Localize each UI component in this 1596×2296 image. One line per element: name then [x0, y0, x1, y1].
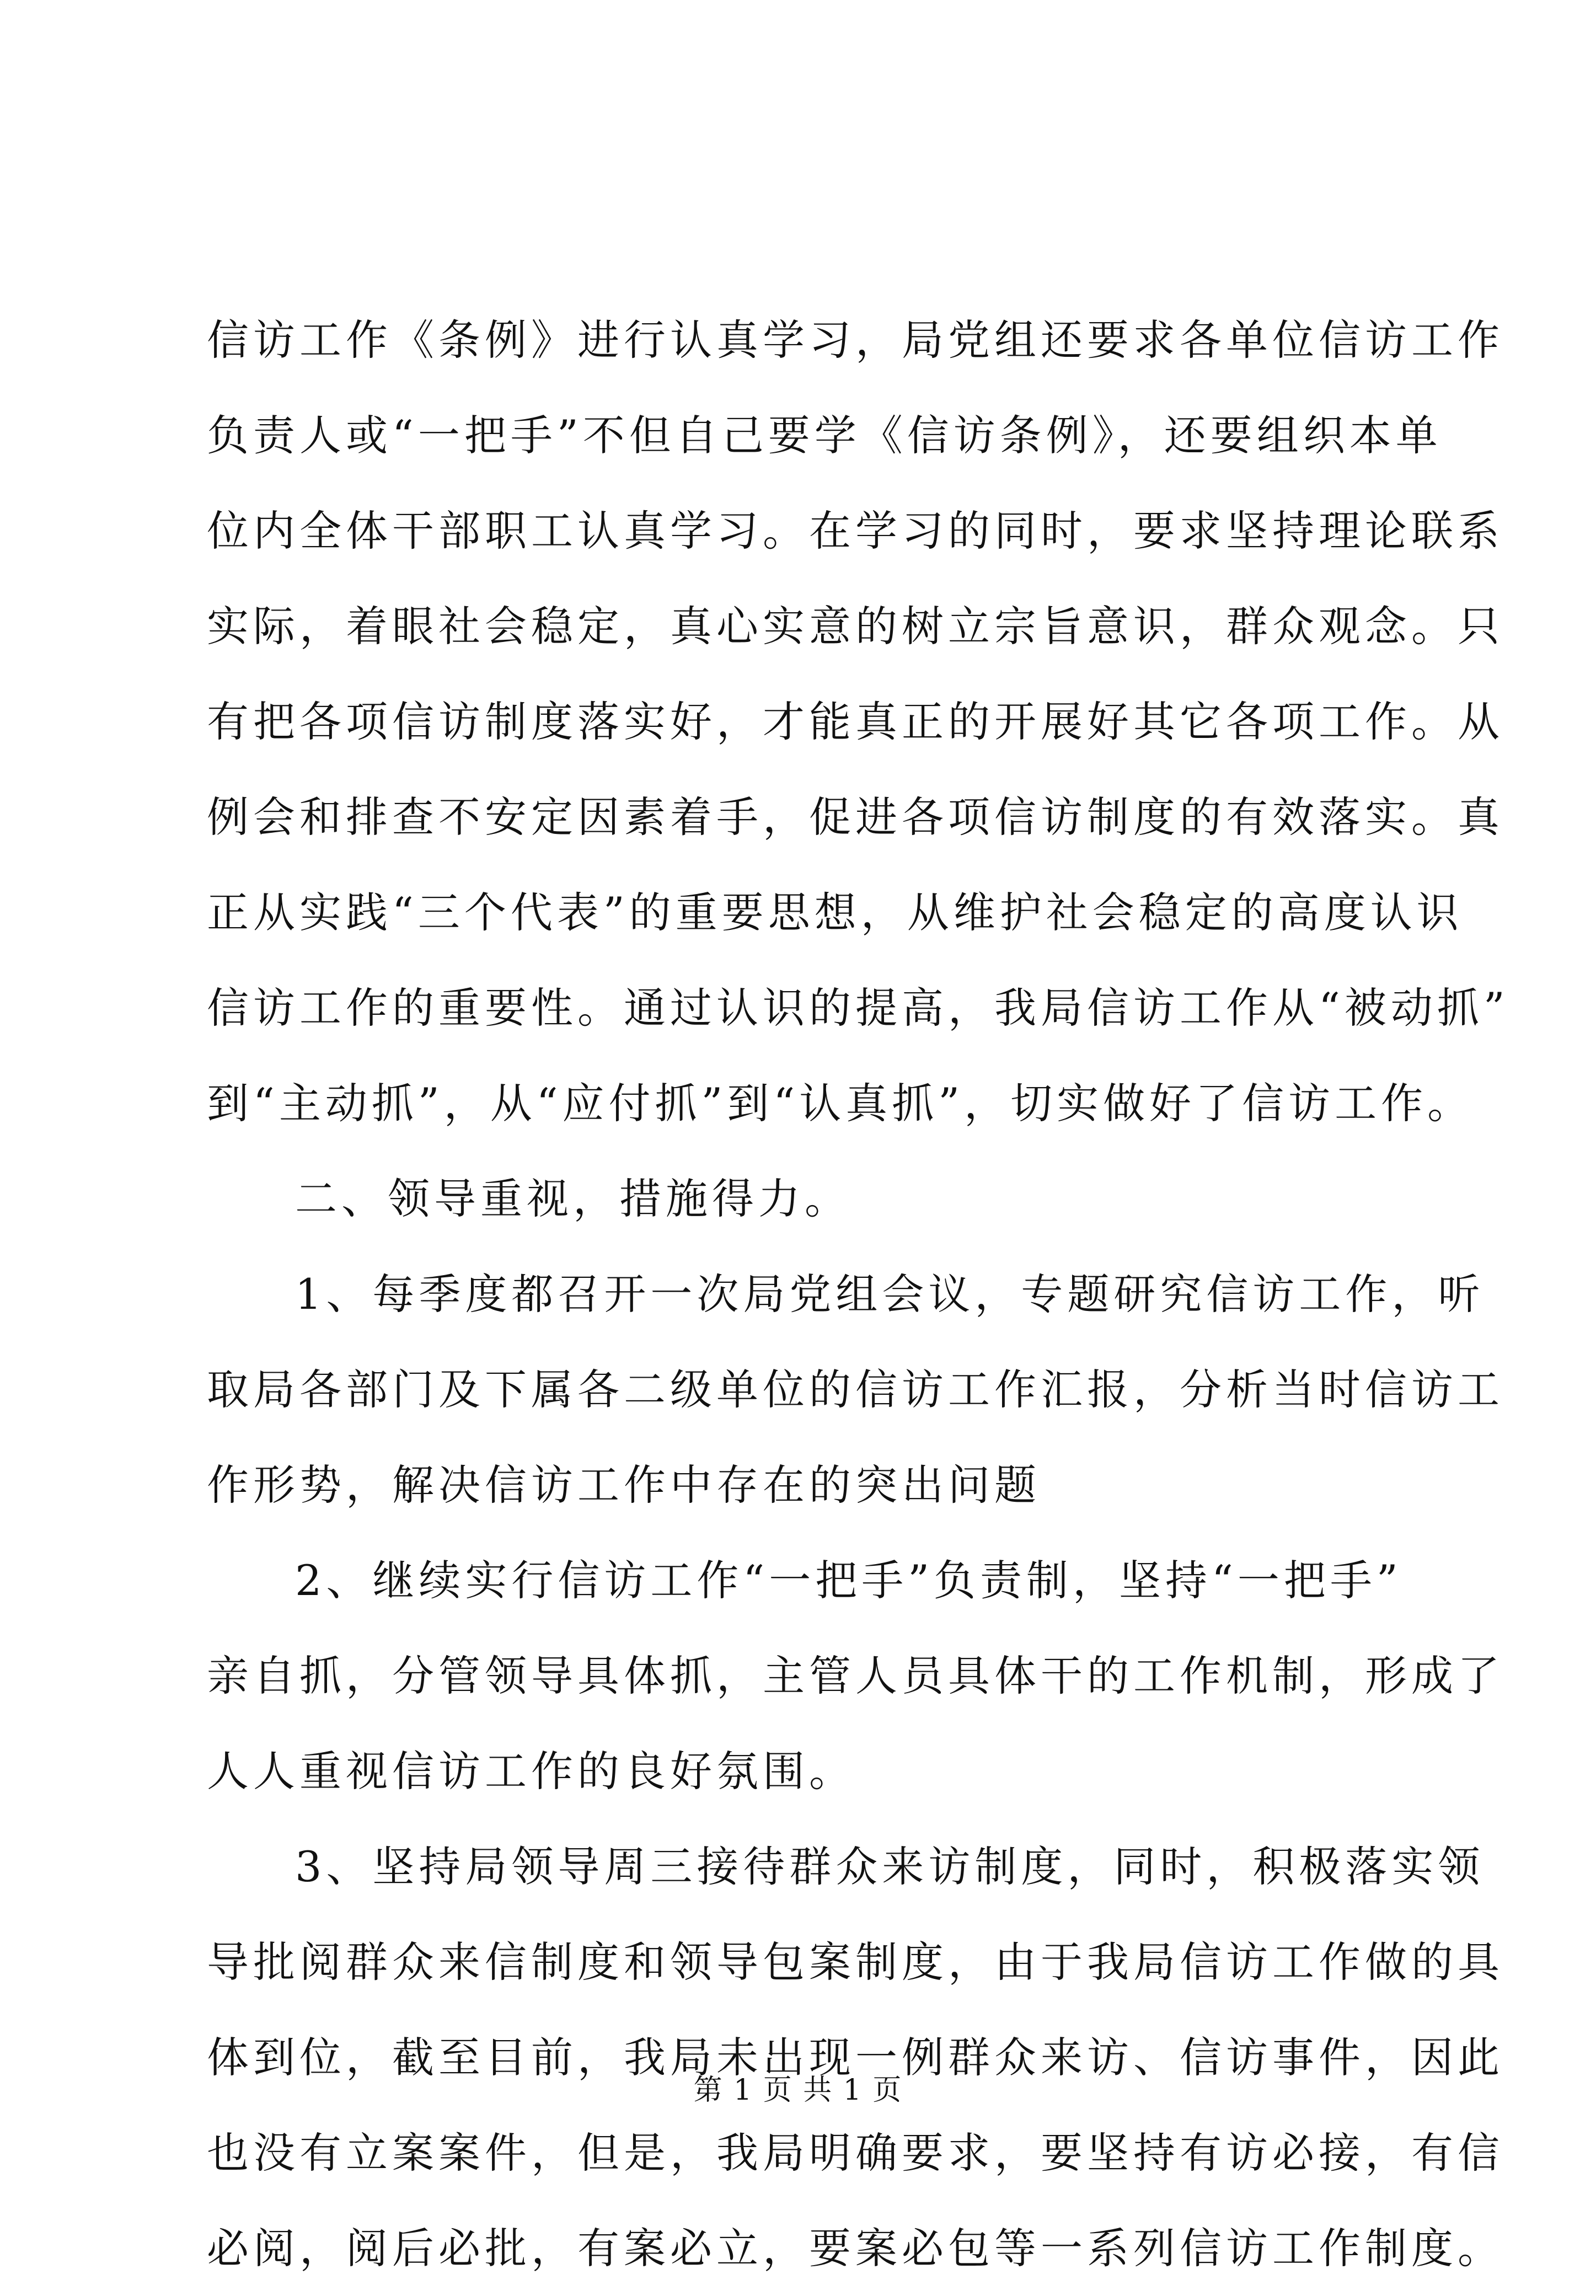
text-line: 实际，着眼社会稳定，真心实意的树立宗旨意识，群众观念。只 — [207, 602, 1504, 651]
text-line: 作形势，解决信访工作中存在的突出问题 — [207, 1460, 1041, 1510]
text-line: 1、每季度都召开一次局党组会议，专题研究信访工作，听 — [295, 1270, 1485, 1319]
page-number-footer: 第 1 页 共 1 页 — [693, 2074, 903, 2107]
text-line: 信访工作《条例》进行认真学习，局党组还要求各单位信访工作 — [207, 315, 1504, 365]
text-line: 也没有立案案件，但是，我局明确要求，要坚持有访必接，有信 — [207, 2128, 1504, 2177]
text-line: 人人重视信访工作的良好氛围。 — [207, 1747, 855, 1796]
text-line: 正从实践“三个代表”的重要思想，从维护社会稳定的高度认识 — [207, 888, 1463, 937]
text-line: 信访工作的重要性。通过认识的提高，我局信访工作从“被动抓” — [207, 983, 1509, 1032]
text-line: 负责人或“一把手”不但自己要学《信访条例》，还要组织本单 — [207, 411, 1442, 460]
text-line: 有把各项信访制度落实好，才能真正的开展好其它各项工作。从 — [207, 697, 1504, 746]
text-line: 取局各部门及下属各二级单位的信访工作汇报，分析当时信访工 — [207, 1365, 1504, 1414]
body-text — [207, 292, 1509, 2296]
text-line: 位内全体干部职工认真学习。在学习的同时，要求坚持理论联系 — [207, 506, 1504, 555]
text-line: 导批阅群众来信制度和领导包案制度，由于我局信访工作做的具 — [207, 1938, 1504, 1987]
text-line: 3、坚持局领导周三接待群众来访制度，同时，积极落实领 — [295, 1842, 1485, 1891]
text-line: 2、继续实行信访工作“一把手”负责制，坚持“一把手” — [295, 1556, 1402, 1605]
text-line: 体到位，截至目前，我局未出现一例群众来访、信访事件，因此 — [207, 2033, 1504, 2082]
text-line: 到“主动抓”，从“应付抓”到“认真抓”，切实做好了信访工作。 — [207, 1079, 1474, 1128]
text-line: 必阅，阅后必批，有案必立，要案必包等一系列信访工作制度。 — [207, 2224, 1504, 2273]
text-line: 例会和排查不安定因素着手，促进各项信访制度的有效落实。真 — [207, 793, 1504, 842]
text-line: 亲自抓，分管领导具体抓，主管人员具体干的工作机制，形成了 — [207, 1651, 1504, 1700]
section-heading: 二、领导重视，措施得力。 — [295, 1174, 851, 1223]
